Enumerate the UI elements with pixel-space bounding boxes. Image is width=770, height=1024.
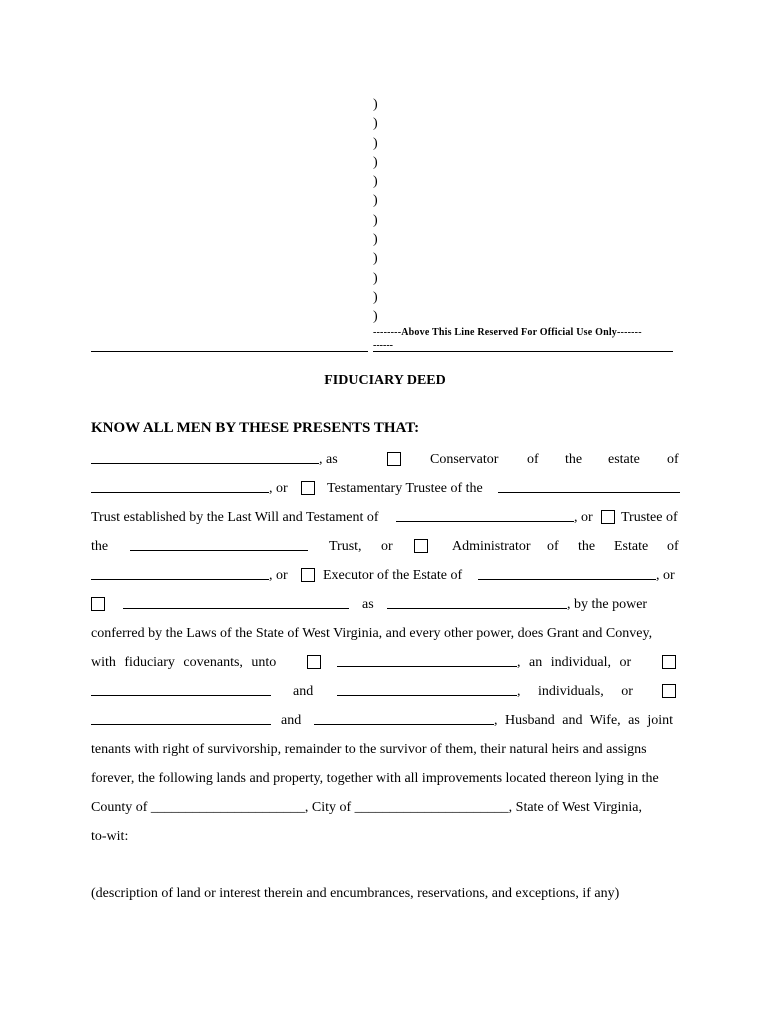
- text: tenants with right of survivorship, remainder to the survivor of them, their natural heirs and assigns: [91, 742, 647, 757]
- text: , an individual, or: [517, 655, 632, 670]
- body-line-3: [91, 508, 680, 528]
- paren: ): [373, 251, 378, 267]
- text: with fiduciary covenants, unto: [91, 655, 277, 670]
- paren: ): [373, 212, 378, 228]
- body-line-6: [91, 595, 680, 615]
- body-line-9: [91, 682, 680, 702]
- individual-grantee-checkbox[interactable]: [307, 655, 321, 669]
- paren: ): [373, 309, 378, 325]
- body-line-8: [91, 653, 680, 673]
- body-line-1: [91, 450, 680, 470]
- text: the: [91, 539, 109, 554]
- text: Estate: [614, 539, 649, 554]
- decedent-name-field[interactable]: [91, 566, 269, 580]
- trustee-checkbox[interactable]: [601, 510, 615, 524]
- text: Testamentary Trustee of the: [327, 481, 483, 496]
- estate-name-field[interactable]: [91, 479, 269, 493]
- intro-heading: KNOW ALL MEN BY THESE PRESENTS THAT:: [91, 420, 420, 436]
- administrator-checkbox[interactable]: [414, 539, 428, 553]
- paren: ): [373, 97, 378, 112]
- paren: ): [373, 193, 378, 209]
- paren: ): [373, 232, 378, 248]
- wife-name-field[interactable]: [314, 711, 494, 725]
- text: Trust established by the Last Will and Testament of: [91, 510, 379, 525]
- paren: ): [373, 270, 378, 286]
- body-line-7: [91, 624, 680, 644]
- testamentary-trustee-checkbox[interactable]: [301, 481, 315, 495]
- divider-left: [91, 351, 368, 352]
- paren: ): [373, 289, 378, 305]
- paren: ): [373, 116, 378, 132]
- text: and: [281, 713, 302, 728]
- text: of: [547, 539, 559, 554]
- individuals-grantee-checkbox[interactable]: [662, 655, 676, 669]
- trust-name-field[interactable]: [498, 479, 680, 493]
- paren: ): [373, 154, 378, 170]
- body-line-13: [91, 798, 680, 818]
- text: estate: [608, 452, 640, 467]
- other-capacity-checkbox[interactable]: [91, 597, 105, 611]
- text: as: [362, 597, 374, 612]
- text: the: [565, 452, 583, 467]
- executor-estate-field[interactable]: [478, 566, 656, 580]
- text: or: [381, 539, 393, 554]
- body-line-10: [91, 711, 680, 731]
- husband-name-field[interactable]: [91, 711, 271, 725]
- text: Trustee of: [621, 510, 678, 525]
- text: , or: [656, 568, 675, 583]
- text: , or: [574, 510, 593, 525]
- text: of: [667, 539, 679, 554]
- grantee-1-field[interactable]: [91, 682, 271, 696]
- body-line-5: [91, 566, 680, 586]
- text: , by the power: [567, 597, 648, 612]
- grantee-2-field[interactable]: [337, 682, 517, 696]
- body-line-11: [91, 740, 680, 760]
- text: to-wit:: [91, 829, 129, 844]
- divider-right: [373, 351, 673, 352]
- description-note: (description of land or interest therein and encumbrances, reservations, and exceptions, if any): [91, 886, 620, 901]
- trust-name-field-2[interactable]: [130, 537, 308, 551]
- text: forever, the following lands and property, together with all improvements located thereon lying in the: [91, 771, 659, 786]
- text: Executor of the Estate of: [323, 568, 463, 583]
- text: and: [293, 684, 314, 699]
- document-title: FIDUCIARY DEED: [324, 373, 446, 388]
- body-line-14: [91, 827, 680, 847]
- paren: ): [373, 174, 378, 190]
- text: Trust,: [329, 539, 362, 554]
- text: the: [578, 539, 596, 554]
- conservator-checkbox[interactable]: [387, 452, 401, 466]
- other-name-field[interactable]: [123, 595, 349, 609]
- executor-checkbox[interactable]: [301, 568, 315, 582]
- body-line-2: [91, 479, 680, 499]
- text: , as: [319, 452, 338, 467]
- text: of: [667, 452, 679, 467]
- recording-parentheses: [373, 95, 378, 327]
- text: conferred by the Laws of the State of West Virginia, and every other power, does Grant and Convey,: [91, 626, 653, 641]
- reserved-notice-cont: ------: [373, 340, 393, 351]
- grantee-individual-field[interactable]: [337, 653, 517, 667]
- paren: ): [373, 135, 378, 151]
- body-line-4: [91, 537, 680, 557]
- text: , Husband and Wife, as joint: [494, 713, 673, 728]
- county-city-line: County of ______________________, City of ______________________, State of West Virginia,: [91, 800, 643, 815]
- body-line-12: [91, 769, 680, 789]
- text: , or: [269, 481, 288, 496]
- testator-name-field[interactable]: [396, 508, 574, 522]
- text: of: [527, 452, 539, 467]
- husband-wife-checkbox[interactable]: [662, 684, 676, 698]
- text: , or: [269, 568, 288, 583]
- text: , individuals, or: [517, 684, 633, 699]
- other-capacity-field[interactable]: [387, 595, 567, 609]
- text: Administrator: [452, 539, 531, 554]
- grantor-name-field[interactable]: [91, 450, 319, 464]
- text: Conservator: [430, 452, 499, 467]
- reserved-notice: --------Above This Line Reserved For Official Use Only-------: [373, 327, 642, 338]
